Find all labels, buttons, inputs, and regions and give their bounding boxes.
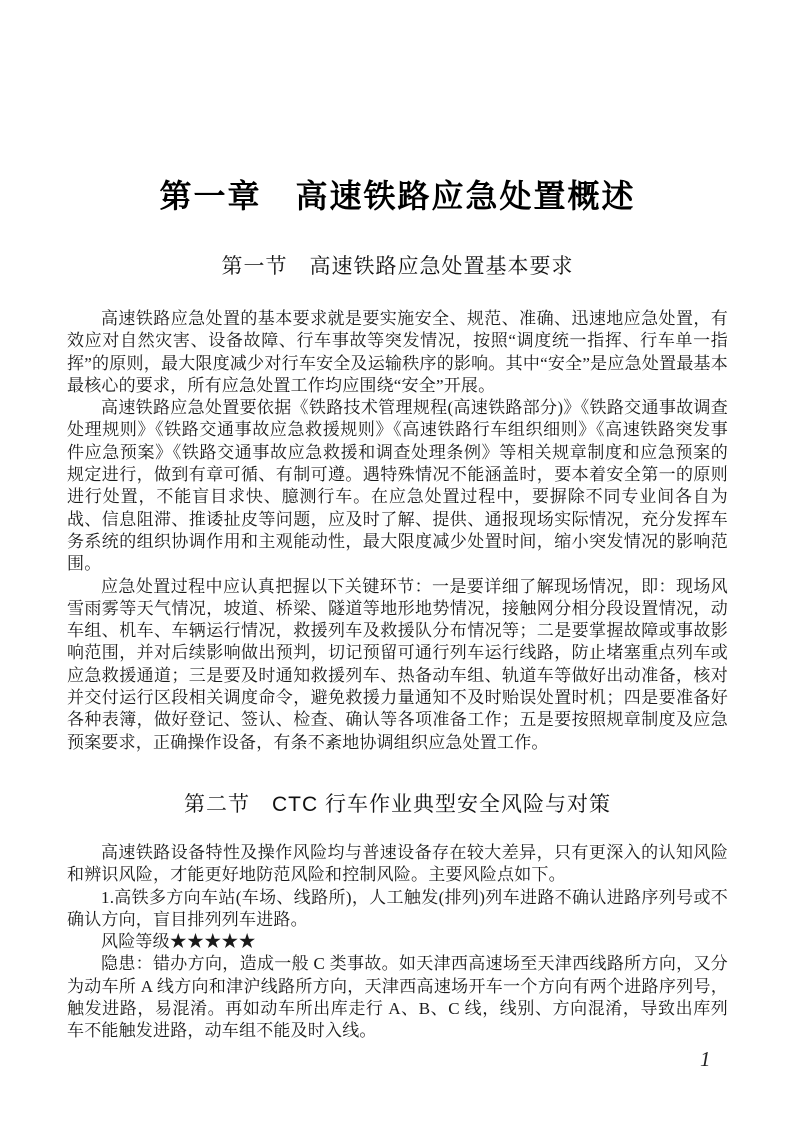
page-number: 1 — [700, 1047, 711, 1071]
paragraph-risk-intro: 高速铁路设备特性及操作风险均与普速设备存在较大差异，只有更深入的认知风险和辨识风险，才能更好地防范风险和控制风险。主要风险点如下。 — [67, 842, 728, 885]
page-content — [67, 0, 728, 1043]
paragraph-regulations: 高速铁路应急处置要依据《铁路技术管理规程(高速铁路部分)》《铁路交通事故调查处理规则》《铁路交通事故应急救援规则》《高速铁路行车组织细则》《高速铁路突发事件应急预案》《铁路交通事故应急救援和调查处理条例》等相关规章制度和应急预案的规定进行，做到有章可循、有制可遵。遇特殊情况不能涵盖时，要本着安全第一的原则进行处置，不能盲目求快、臆测行车。在应急处置过程中，要摒除不同专业间各自为战、信息阻滞、推诿扯皮等问题，应及时了解、提供、通报现场实际情况，充分发挥车务系统的组织协调作用和主观能动性，最大限度减少处置时间，缩小突发情况的影响范围。 — [67, 398, 728, 574]
paragraph-hazard-detail: 隐患：错办方向，造成一般 C 类事故。如天津西高速场至天津西线路所方向，又分为动车所 A 线方向和津沪线路所方向，天津西高速场开车一个方向有两个进路序列号，触发进路，易混淆。再如动车所出库走行 A、B、C 线，线别、方向混淆，导致出库列车不能触发进路，动车组不能及时入线。 — [67, 954, 728, 1041]
section-2-title: 第二节 CTC 行车作业典型安全风险与对策 — [184, 792, 611, 816]
section-1-title: 第一节 高速铁路应急处置基本要求 — [221, 255, 574, 278]
paragraph-basic-requirements: 高速铁路应急处置的基本要求就是要实施安全、规范、准确、迅速地应急处置，有效应对自然灾害、设备故障、行车事故等突发情况，按照“调度统一指挥、行车单一指挥”的原则，最大限度减少对行车安全及运输秩序的影响。其中“安全”是应急处置最基本最核心的要求，所有应急处置工作均应围绕“安全”开展。 — [67, 309, 728, 395]
risk-level-stars: 风险等级★★★★★ — [101, 932, 256, 952]
paragraph-key-steps: 应急处置过程中应认真把握以下关键环节：一是要详细了解现场情况，即：现场风雪雨雾等天气情况，坡道、桥梁、隧道等地形地势情况，接触网分相分段设置情况，动车组、机车、车辆运行情况，救援列车及救援队分布情况等；二是要掌握故障或事故影响范围，并对后续影响做出预判，切记预留可通行列车运行线路，防止堵塞重点列车或应急救援通道；三是要及时通知救援列车、热备动车组、轨道车等做好出动准备，核对并交付运行区段相关调度命令，避免救援力量通知不及时贻误处置时机；四是要准备好各种表簿，做好登记、签认、检查、确认等各项准备工作；五是要按照规章制度及应急预案要求，正确操作设备，有条不紊地协调组织应急处置工作。 — [67, 576, 728, 752]
paragraph-risk-item-1: 1.高铁多方向车站(车场、线路所)，人工触发(排列)列车进路不确认进路序列号或不确认方向，盲目排列列车进路。 — [67, 887, 728, 929]
section-1-body — [67, 308, 728, 754]
chapter-title: 第一章 高速铁路应急处置概述 — [159, 178, 636, 214]
section-2-body — [67, 842, 728, 1043]
